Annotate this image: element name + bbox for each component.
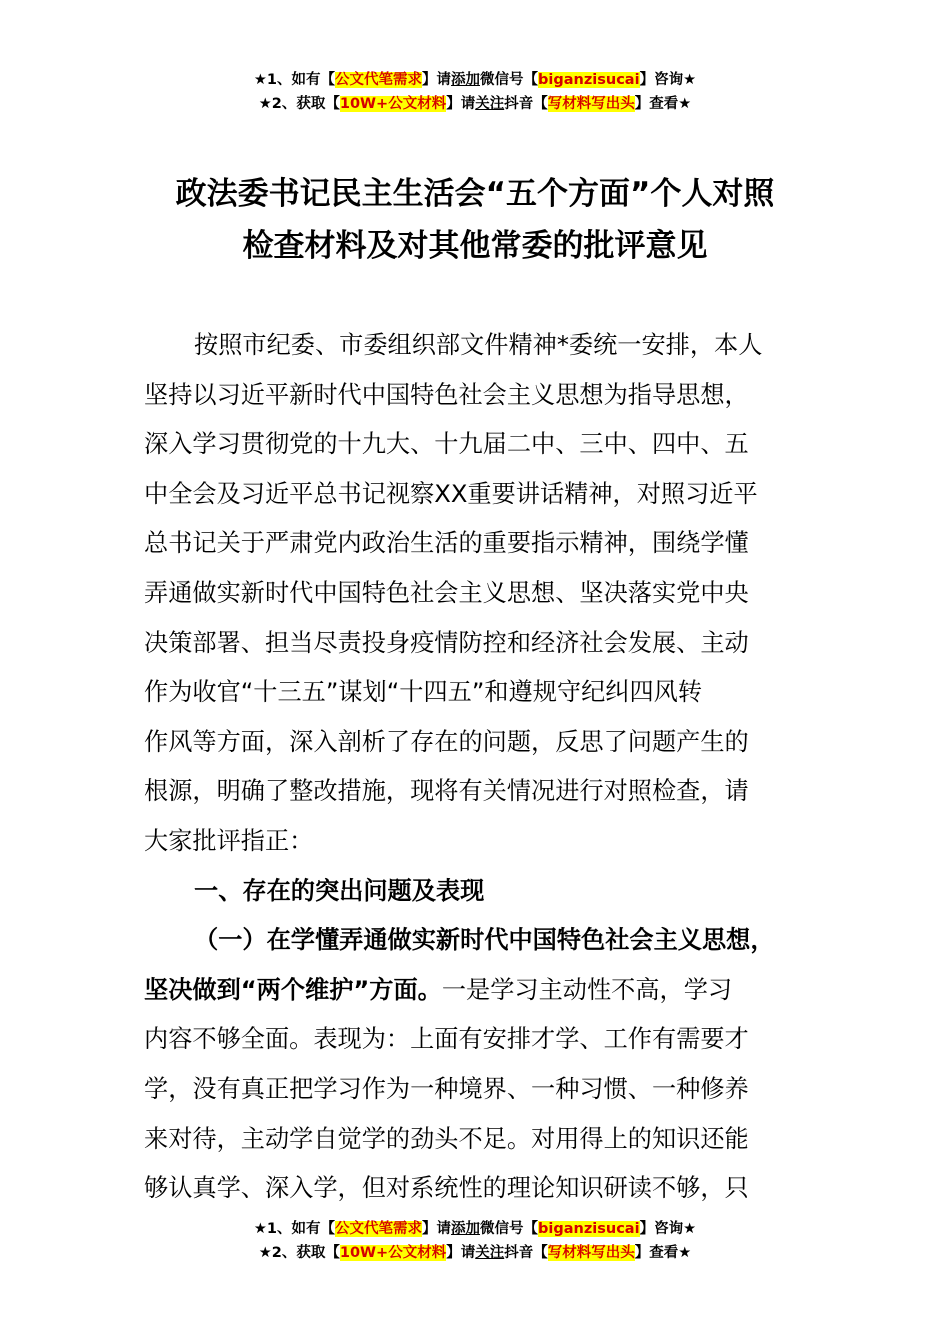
paragraph-line: 来对待，主动学自觉学的劲头不足。对用得上的知识还能 — [144, 1124, 749, 1153]
promo-text: ★1、如有【 — [253, 72, 336, 88]
promo-line-1 — [0, 1217, 950, 1241]
promo-text: 】请 — [422, 72, 452, 88]
paragraph-line: 学，没有真正把学习作为一种境界、一种习惯、一种修养 — [144, 1074, 749, 1103]
paragraph-line: 决策部署、担当尽责投身疫情防控和经济社会发展、主动 — [144, 628, 749, 657]
paragraph-line: 内容不够全面。表现为：上面有安排才学、工作有需要才 — [144, 1025, 749, 1054]
promo-banner-top — [0, 68, 950, 116]
paragraph-line: 总书记关于严肃党内政治生活的重要指示精神，围绕学懂 — [144, 529, 749, 558]
promo-highlight: 公文代笔需求 — [335, 1221, 423, 1237]
paragraph-line: 中全会及习近平总书记视察XX重要讲话精神，对照习近平 — [144, 479, 758, 508]
promo-highlight: 10W+公文材料 — [339, 96, 447, 112]
paragraph-line: 大家批评指正： — [144, 826, 314, 855]
paragraph-line: 按照市纪委、市委组织部文件精神*委统一安排，本人 — [194, 331, 763, 359]
promo-wechat-id: biganzisucai — [538, 72, 640, 88]
promo-text: 抖音【 — [504, 96, 548, 112]
title-line-2: 检查材料及对其他常委的批评意见 — [242, 228, 708, 264]
paragraph-text: 一是学习主动性不高，学习 — [441, 975, 733, 1004]
promo-text: 】请 — [446, 96, 476, 112]
promo-text: ★1、如有【 — [253, 1221, 336, 1237]
promo-line-2 — [0, 1241, 950, 1265]
promo-wechat-id: biganzisucai — [538, 1221, 640, 1237]
subsection-heading-end: 坚决做到“两个维护”方面。 — [144, 975, 442, 1004]
paragraph-line: 作风等方面，深入剖析了存在的问题，反思了问题产生的 — [144, 727, 749, 756]
promo-highlight: 公文代笔需求 — [335, 72, 423, 88]
promo-text: 】请 — [446, 1245, 476, 1261]
promo-text: ★2、获取【 — [258, 96, 340, 112]
paragraph-line: 根源，明确了整改措施，现将有关情况进行对照检查，请 — [144, 777, 749, 806]
section-heading: 一、存在的突出问题及表现 — [194, 876, 485, 905]
promo-text: 】查看★ — [634, 1245, 692, 1261]
promo-line-2 — [0, 92, 950, 116]
promo-text: 】查看★ — [634, 96, 692, 112]
promo-douyin-id: 写材料写出头 — [547, 1245, 635, 1261]
promo-banner-bottom — [0, 1217, 950, 1265]
paragraph-line: 坚持以习近平新时代中国特色社会主义思想为指导思想， — [144, 380, 749, 409]
promo-text: 微信号【 — [480, 1221, 539, 1237]
promo-line-1 — [0, 68, 950, 92]
promo-text: 】咨询★ — [639, 1221, 697, 1237]
paragraph-line: 深入学习贯彻党的十九大、十九届二中、三中、四中、五 — [144, 430, 749, 459]
promo-underlined: 关注 — [475, 1245, 505, 1261]
promo-highlight: 10W+公文材料 — [339, 1245, 447, 1261]
paragraph-line: 作为收官“十三五”谋划“十四五”和遵规守纪纠四风转 — [144, 678, 703, 707]
document-body — [144, 321, 809, 1214]
paragraph-line — [144, 966, 809, 1016]
paragraph-line: 够认真学、深入学，但对系统性的理论知识研读不够，只 — [144, 1174, 749, 1203]
promo-text: 】请 — [422, 1221, 452, 1237]
promo-text: 】咨询★ — [639, 72, 697, 88]
document-title — [0, 168, 950, 272]
promo-underlined: 添加 — [451, 72, 481, 88]
promo-underlined: 关注 — [475, 96, 505, 112]
title-line-1: 政法委书记民主生活会“五个方面”个人对照 — [175, 176, 775, 212]
promo-douyin-id: 写材料写出头 — [547, 96, 635, 112]
promo-underlined: 添加 — [451, 1221, 481, 1237]
subsection-heading: （一）在学懂弄通做实新时代中国特色社会主义思想， — [194, 926, 775, 955]
promo-text: ★2、获取【 — [258, 1245, 340, 1261]
promo-text: 微信号【 — [480, 72, 539, 88]
paragraph-line: 弄通做实新时代中国特色社会主义思想、坚决落实党中央 — [144, 578, 749, 607]
promo-text: 抖音【 — [504, 1245, 548, 1261]
